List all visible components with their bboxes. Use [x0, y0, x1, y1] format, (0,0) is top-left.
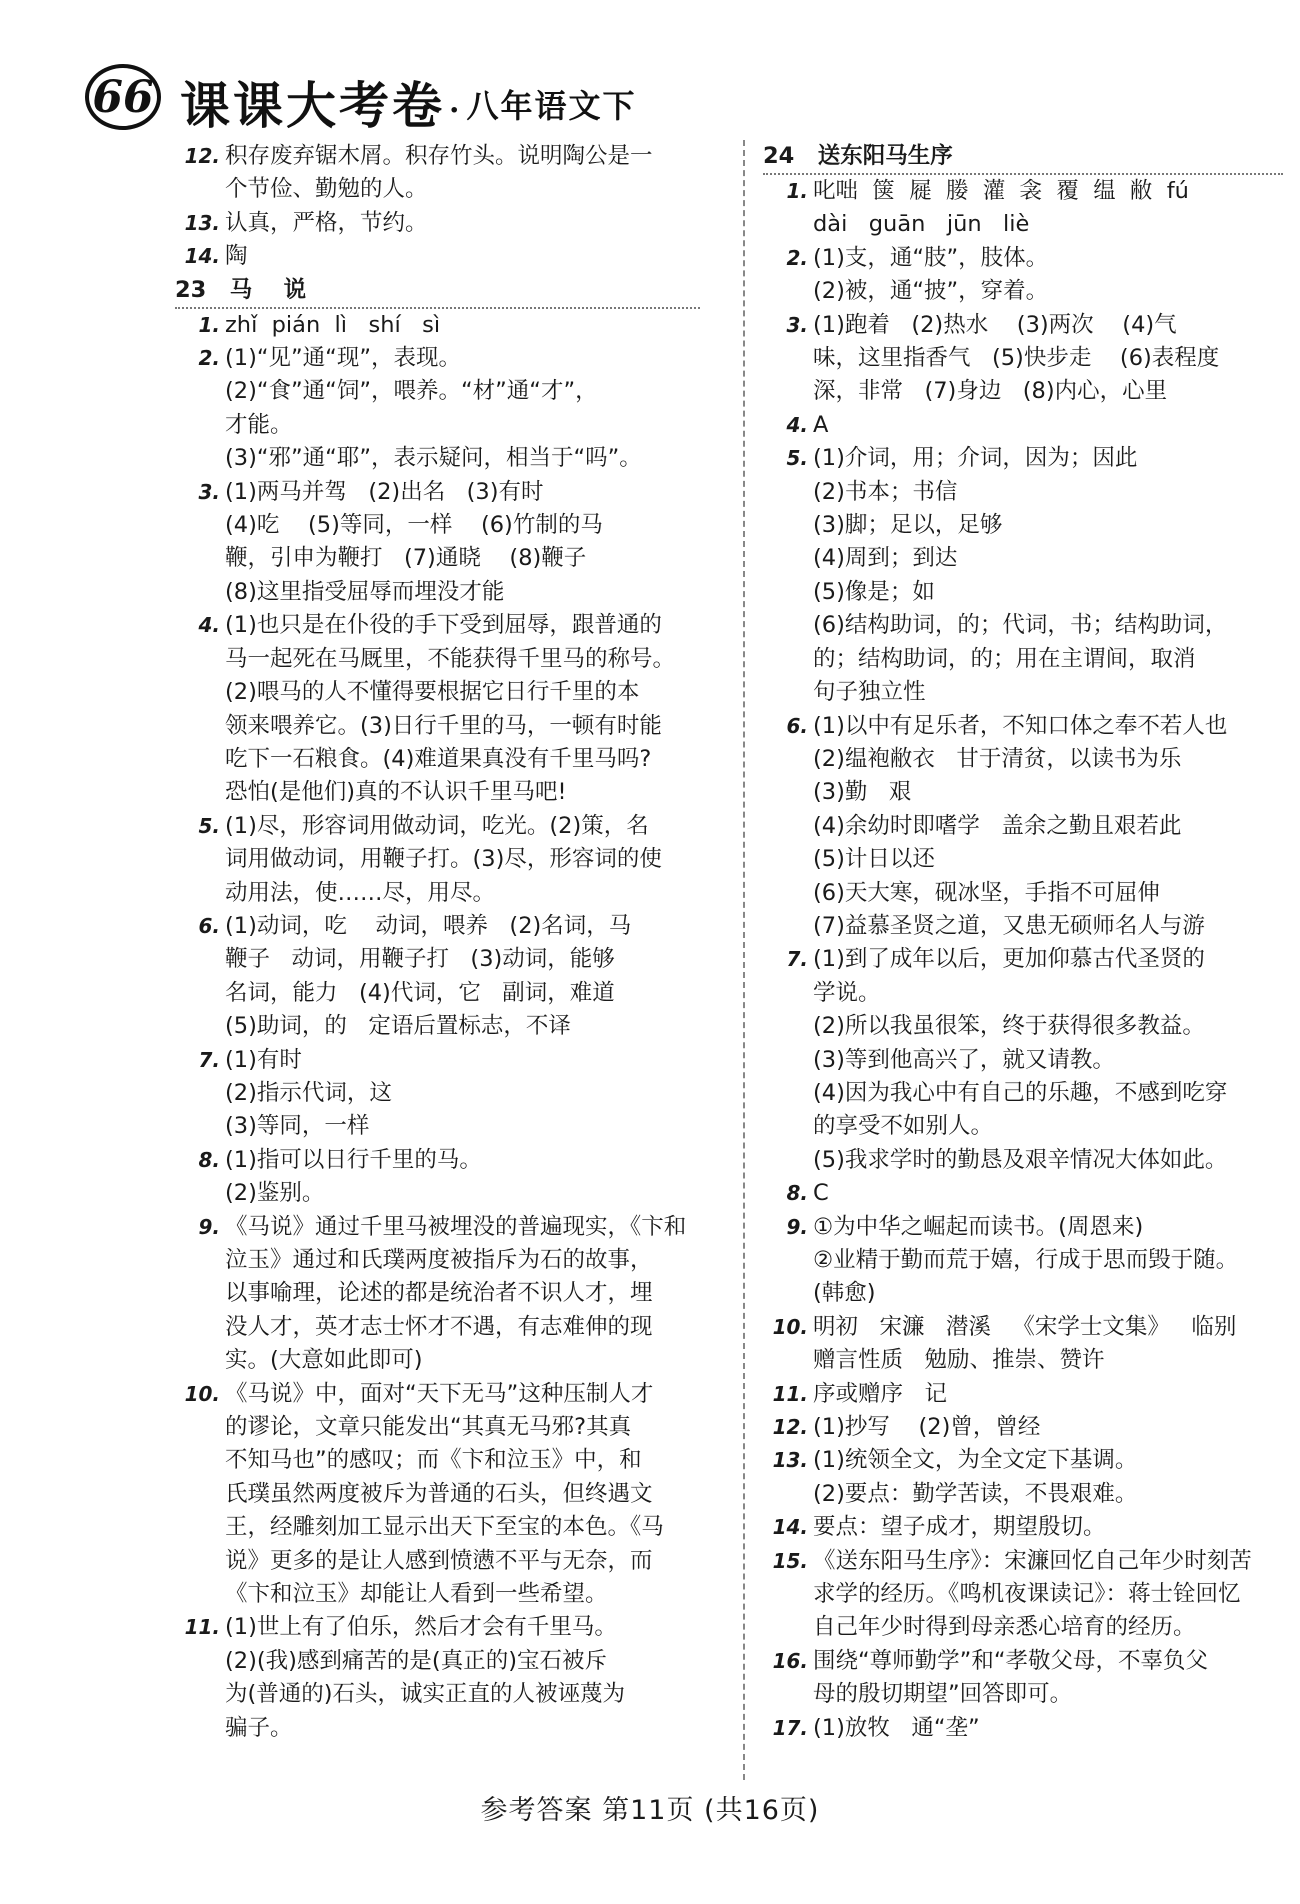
- answer-line: (2)喂马的人不懂得要根据它日行千里的本: [225, 679, 640, 706]
- answer-number: 10.: [772, 1314, 808, 1339]
- logo-badge: 66: [85, 64, 161, 130]
- answer-number: 3.: [786, 312, 808, 337]
- answer-item: [175, 1211, 700, 1378]
- answer-line: 才能。: [225, 411, 293, 438]
- answer-item: [175, 140, 700, 207]
- answer-line: (1)“见”通“现”，表现。: [225, 345, 461, 372]
- answer-line: (5)助词，的 定语后置标志，不译: [225, 1013, 571, 1040]
- answer-line: (1)世上有了伯乐，然后才会有千里马。: [225, 1614, 617, 1641]
- answer-line: 不知马也”的感叹；而《卞和泣玉》中，和: [225, 1447, 642, 1474]
- answer-line: (2)书本；书信: [813, 478, 958, 505]
- answer-number: 13.: [184, 210, 220, 235]
- answer-line: 领来喂养它。(3)日行千里的马，一顿有时能: [225, 712, 662, 739]
- answer-item: [175, 1044, 700, 1144]
- answer-line: 求学的经历。《鸣机夜课读记》：蒋士铨回忆: [813, 1581, 1241, 1608]
- answer-line: (1)支，通“肢”，肢体。: [813, 244, 1049, 271]
- answer-line: 没人才，英才志士怀才不遇，有志难伸的现: [225, 1313, 653, 1340]
- answer-line: zhǐ pián lì shí sì: [225, 311, 441, 338]
- answer-number: 4.: [198, 613, 220, 638]
- answer-item: [175, 309, 700, 342]
- answer-item: [763, 1211, 1283, 1311]
- answer-number: 15.: [772, 1548, 808, 1573]
- answer-item: [175, 1144, 700, 1211]
- answer-line: (1)统领全文，为全文定下基调。: [813, 1447, 1138, 1474]
- answer-line: 深，非常 (7)身边 (8)内心，心里: [813, 378, 1168, 405]
- answer-line: (2)指示代词，这: [225, 1079, 392, 1106]
- answer-item: [175, 609, 700, 809]
- answer-item: [763, 1511, 1283, 1544]
- answer-line: 实。(大意如此即可): [225, 1347, 423, 1374]
- answer-line: (1)也只是在仆役的手下受到屈辱，跟普通的: [225, 612, 662, 639]
- book-subtitle: 八年语文下: [466, 87, 637, 125]
- answer-item: [763, 1444, 1283, 1511]
- answer-item: [763, 1311, 1283, 1378]
- answer-line: 以事喻理，论述的都是统治者不识人才，埋: [225, 1280, 653, 1307]
- answer-line: 母的殷切期望”回答即可。: [813, 1681, 1073, 1708]
- answer-line: (1)抄写 (2)曾，曾经: [813, 1414, 1041, 1441]
- answer-number: 5.: [198, 813, 220, 838]
- answer-line: 的；结构助词，的；用在主谓间，取消: [813, 645, 1196, 672]
- answer-line: (1)有时: [225, 1046, 302, 1073]
- answer-line: (1)跑着 (2)热水 (3)两次 (4)气: [813, 311, 1177, 338]
- left-column: [175, 140, 700, 1745]
- answer-line: ①为中华之崛起而读书。(周恩来): [813, 1213, 1144, 1240]
- answer-number: 14.: [184, 244, 220, 269]
- answer-line: 《卞和泣玉》却能让人看到一些希望。: [225, 1581, 608, 1608]
- title-separator: ·: [449, 92, 463, 128]
- answer-number: 11.: [184, 1615, 220, 1640]
- answer-line: (3)脚；足以，足够: [813, 512, 1003, 539]
- answer-line: (4)吃 (5)等同，一样 (6)竹制的马: [225, 512, 603, 539]
- answer-line: (6)结构助词，的；代词，书；结构助词，: [813, 612, 1228, 639]
- answer-line: (1)放牧 通“垄”: [813, 1714, 980, 1741]
- answer-line: ②业精于勤而荒于嬉，行成于思而毁于随。: [813, 1247, 1239, 1273]
- answer-number: 6.: [198, 913, 220, 938]
- answer-line: 泣玉》通过和氏璞两度被指斥为石的故事，: [225, 1247, 653, 1273]
- answer-item: [175, 207, 700, 240]
- answer-line: C: [813, 1180, 829, 1207]
- answer-item: [763, 710, 1283, 944]
- answer-item: [175, 240, 700, 273]
- answer-number: 8.: [786, 1181, 808, 1206]
- answer-number: 17.: [772, 1715, 808, 1740]
- answer-line: (4)因为我心中有自己的乐趣，不感到吃穿: [813, 1079, 1228, 1106]
- answer-number: 2.: [786, 245, 808, 270]
- column-divider: [743, 140, 745, 1780]
- answer-line: 马一起死在马厩里，不能获得千里马的称号。: [225, 645, 676, 672]
- answer-line: (8)这里指受屈辱而埋没才能: [225, 578, 505, 605]
- answer-line: 说》更多的是让人感到愤懑不平与无奈，而: [225, 1547, 653, 1574]
- answer-line: (4)周到；到达: [813, 545, 958, 572]
- answer-line: (2)要点：勤学苦读，不畏艰难。: [813, 1480, 1138, 1507]
- answer-line: (2)鉴别。: [225, 1180, 325, 1207]
- answer-line: 骗子。: [225, 1714, 293, 1741]
- answer-item: [175, 810, 700, 910]
- answer-number: 2.: [198, 346, 220, 371]
- answer-item: [763, 943, 1283, 1177]
- answer-line: (5)计日以还: [813, 846, 935, 873]
- answer-item: [175, 342, 700, 476]
- answer-number: 8.: [198, 1147, 220, 1172]
- answer-number: 10.: [184, 1381, 220, 1406]
- lesson-heading: 24 送东阳马生序: [763, 140, 1283, 175]
- answer-line: 《马说》中，面对“天下无马”这种压制人才: [225, 1380, 654, 1407]
- answer-line: 个节俭、勤勉的人。: [225, 176, 428, 203]
- answer-line: (1)尽，形容词用做动词，吃光。(2)策，名: [225, 812, 649, 839]
- answer-number: 1.: [198, 312, 220, 337]
- answer-item: [763, 175, 1283, 242]
- answer-line: (1)以中有足乐者，不知口体之奉不若人也: [813, 712, 1228, 739]
- answer-line: 自己年少时得到母亲悉心培育的经历。: [813, 1614, 1196, 1641]
- answer-line: (4)余幼时即嗜学 盖余之勤且艰若此: [813, 812, 1182, 839]
- page-footer: 参考答案 第11页 (共16页): [480, 1795, 820, 1826]
- answer-line: (6)天大寒，砚冰坚，手指不可屈伸: [813, 879, 1160, 906]
- answer-line: 要点：望子成才，期望殷切。: [813, 1514, 1106, 1541]
- answer-item: [175, 910, 700, 1044]
- answer-line: 鞭子 动词，用鞭子打 (3)动词，能够: [225, 946, 615, 973]
- answer-line: 明初 宋濂 潜溪 《宋学士文集》 临别: [813, 1313, 1237, 1340]
- answer-line: 恐怕(是他们)真的不认识千里马吧!: [225, 779, 567, 806]
- answer-number: 9.: [786, 1214, 808, 1239]
- answer-line: 积存废弃锯木屑。积存竹头。说明陶公是一: [225, 143, 653, 169]
- answer-line: 鞭，引申为鞭打 (7)通晓 (8)鞭子: [225, 545, 587, 572]
- answer-number: 6.: [786, 713, 808, 738]
- answer-line: (1)两马并驾 (2)出名 (3)有时: [225, 478, 544, 505]
- answer-item: [763, 442, 1283, 709]
- page-header: [85, 62, 685, 135]
- answer-item: [763, 242, 1283, 309]
- answer-line: 王，经雕刻加工显示出天下至宝的本色。《马: [225, 1514, 664, 1541]
- answer-item: [763, 309, 1283, 409]
- answer-line: (2)被，通“披”，穿着。: [813, 278, 1049, 305]
- answer-line: 《马说》通过千里马被埋没的普遍现实，《卞和: [225, 1213, 687, 1240]
- answer-line: A: [813, 411, 829, 438]
- answer-line: 学说。: [813, 979, 881, 1006]
- answer-line: 词用做动词，用鞭子打。(3)尽，形容词的使: [225, 846, 662, 873]
- answer-line: 为(普通的)石头，诚实正直的人被诬蔑为: [225, 1681, 626, 1708]
- answer-number: 12.: [184, 144, 220, 168]
- answer-line: 叱咄 箧 屣 媵 灌 衾 覆 缊 敝 fú: [813, 178, 1189, 204]
- answer-line: 赠言性质 勉励、推崇、赞许: [813, 1347, 1105, 1374]
- answer-line: (2)所以我虽很笨，终于获得很多教益。: [813, 1013, 1205, 1040]
- answer-item: [763, 409, 1283, 442]
- answer-line: 吃下一石粮食。(4)难道果真没有千里马吗?: [225, 745, 652, 772]
- book-title: [180, 66, 636, 138]
- answer-line: (3)勤 艰: [813, 779, 912, 806]
- answer-line: 动用法，使……尽，用尽。: [225, 879, 496, 906]
- answer-number: 3.: [198, 479, 220, 504]
- answer-line: (7)益慕圣贤之道，又患无硕师名人与游: [813, 912, 1205, 939]
- answer-line: 句子独立性: [813, 679, 926, 706]
- answer-line: (3)等到他高兴了，就又请教。: [813, 1046, 1115, 1073]
- right-column: [763, 140, 1283, 1745]
- answer-number: 12.: [772, 1415, 808, 1440]
- brand-name: 课课大考卷: [180, 76, 445, 135]
- answer-line: (韩愈): [813, 1280, 876, 1307]
- answer-line: (3)等同，一样: [225, 1113, 370, 1140]
- answer-number: 11.: [772, 1381, 808, 1406]
- answer-line: (5)我求学时的勤恳及艰辛情况大体如此。: [813, 1146, 1228, 1173]
- answer-line: (1)指可以日行千里的马。: [225, 1146, 482, 1173]
- answer-line: (1)到了成年以后，更加仰慕古代圣贤的: [813, 946, 1205, 973]
- answer-line: 《送东阳马生序》：宋濂回忆自己年少时刻苦: [813, 1547, 1252, 1574]
- answer-line: (2)缊袍敝衣 甘于清贫，以读书为乐: [813, 745, 1182, 772]
- answer-line: 陶: [225, 243, 248, 270]
- answer-number: 5.: [786, 446, 808, 471]
- answer-number: 13.: [772, 1448, 808, 1473]
- answer-line: (3)“邪”通“耶”，表示疑问，相当于“吗”。: [225, 445, 642, 472]
- answer-number: 14.: [772, 1515, 808, 1540]
- answer-line: 名词，能力 (4)代词，它 副词，难道: [225, 979, 615, 1006]
- answer-number: 9.: [198, 1214, 220, 1239]
- answer-line: (1)动词，吃 动词，喂养 (2)名词，马: [225, 912, 632, 939]
- answer-line: 序或赠序 记: [813, 1380, 947, 1407]
- answer-line: 围绕“尊师勤学”和“孝敬父母，不辜负父: [813, 1647, 1208, 1674]
- lesson-heading: 23 马 说: [175, 274, 700, 309]
- answer-line: (1)介词，用；介词，因为；因此: [813, 445, 1138, 472]
- answer-item: [763, 1545, 1283, 1645]
- answer-item: [763, 1378, 1283, 1411]
- answer-line: 的谬论，文章只能发出“其真无马邪?其真: [225, 1414, 632, 1441]
- answer-line: (2)“食”通“饲”，喂养。“材”通“才”，: [225, 378, 598, 405]
- answer-number: 16.: [772, 1648, 808, 1673]
- answer-line: 认真，严格，节约。: [225, 209, 428, 236]
- answer-item: [175, 476, 700, 610]
- answer-line: (2)(我)感到痛苦的是(真正的)宝石被斥: [225, 1647, 607, 1674]
- answer-line: (5)像是；如: [813, 578, 935, 605]
- answer-line: 氏璞虽然两度被斥为普通的石头，但终遇文: [225, 1480, 653, 1507]
- answer-number: 1.: [786, 179, 808, 203]
- answer-item: [763, 1177, 1283, 1210]
- answer-number: 7.: [198, 1047, 220, 1072]
- answer-line: 味，这里指香气 (5)快步走 (6)表程度: [813, 345, 1220, 372]
- answer-item: [175, 1378, 700, 1612]
- answer-item: [763, 1645, 1283, 1712]
- answer-line: 的享受不如别人。: [813, 1113, 994, 1140]
- answer-line: dài guān jūn liè: [813, 211, 1030, 238]
- answer-number: 7.: [786, 947, 808, 972]
- answer-item: [175, 1611, 700, 1745]
- answer-item: [763, 1712, 1283, 1745]
- answer-number: 4.: [786, 412, 808, 437]
- answer-item: [763, 1411, 1283, 1444]
